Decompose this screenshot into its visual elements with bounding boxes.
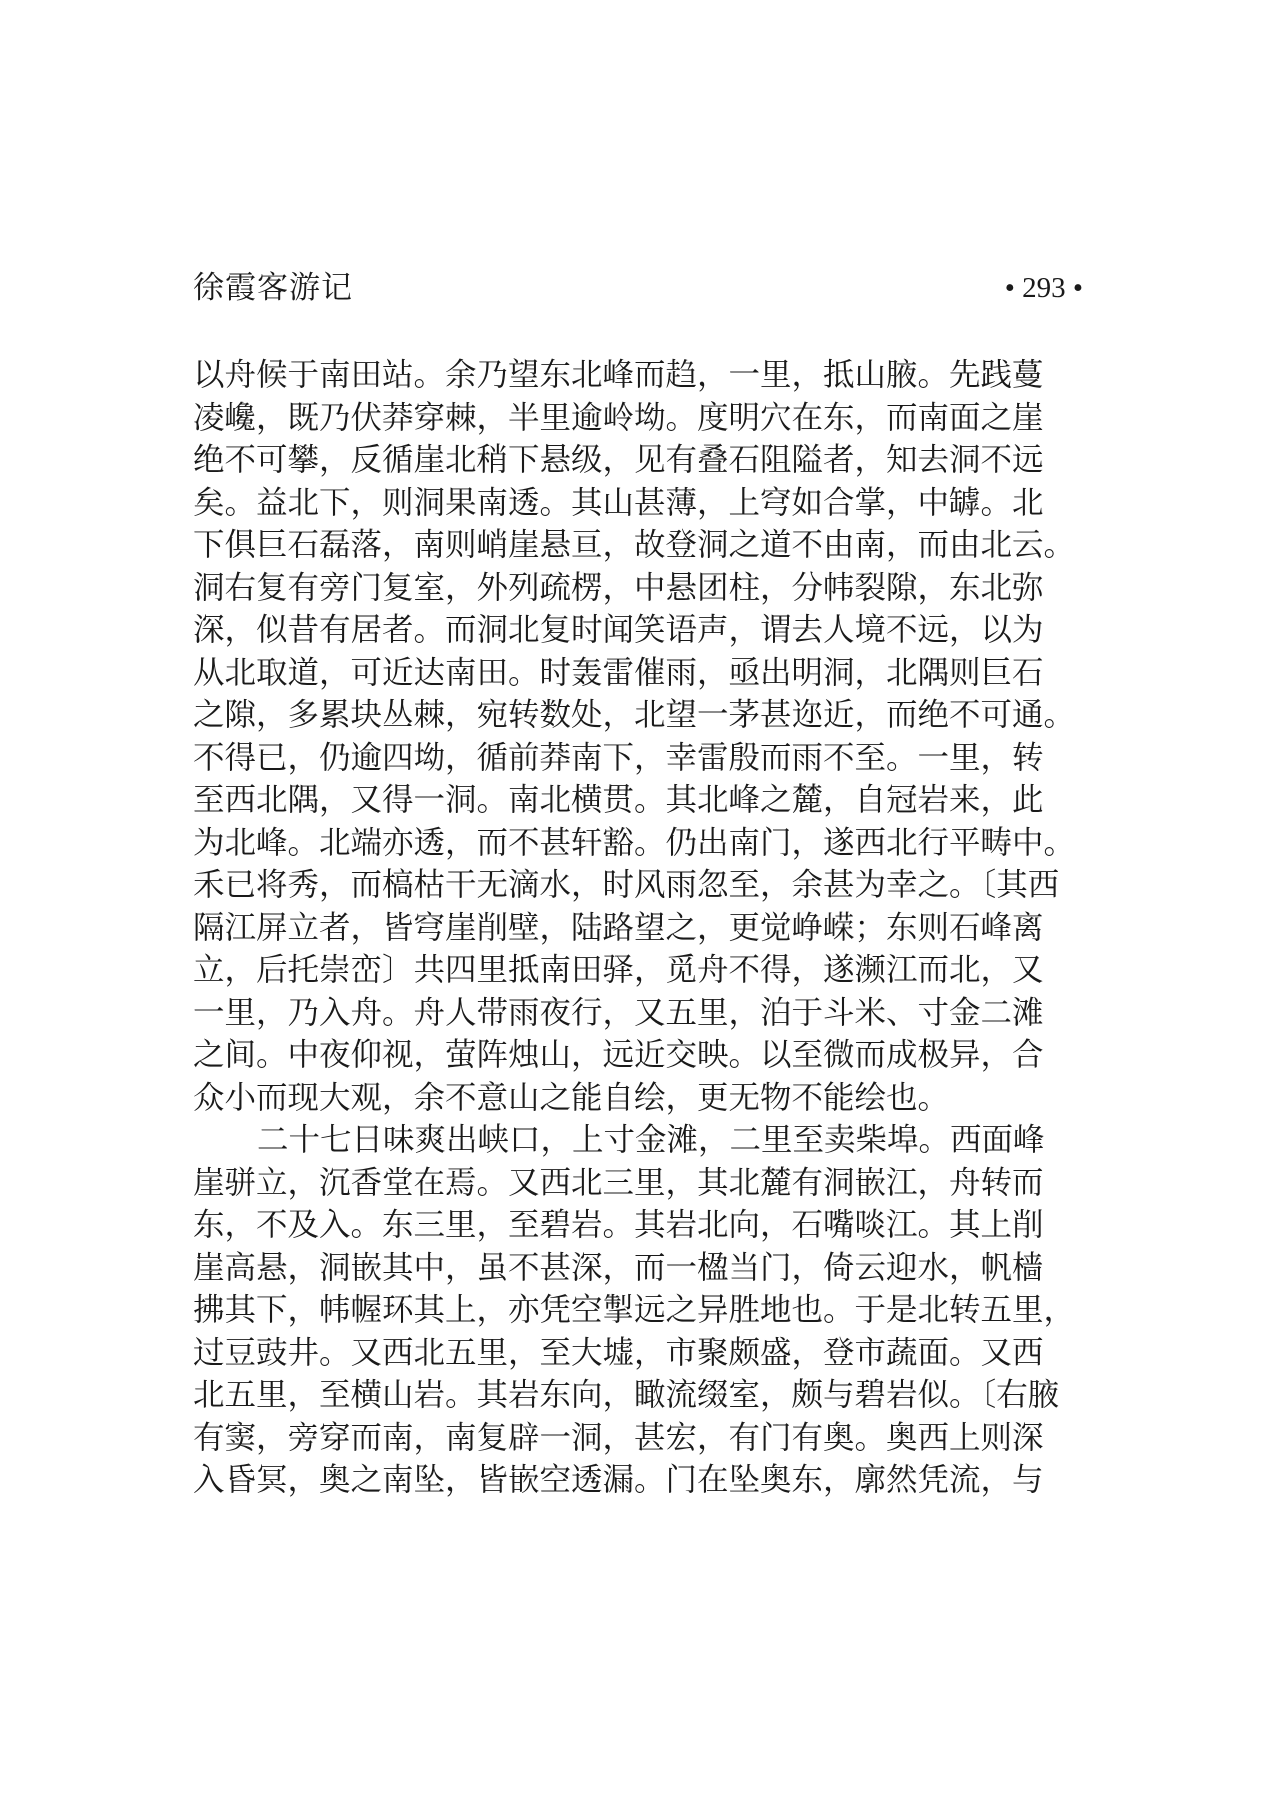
text-line: 凌巉，既乃伏莽穿棘，半里逾岭坳。度明穴在东，而南面之崖 xyxy=(193,399,1044,436)
text-line: 拂其下，帏幄环其上，亦凭空掣远之异胜地也。于是北转五里， xyxy=(193,1292,1076,1328)
text-line: 北五里，至横山岩。其岩东向，瞰流缀室，颇与碧岩似。〔右腋 xyxy=(193,1377,1060,1413)
text-line: 立，后托崇峦〕共四里抵南田驿，觅舟不得，遂濒江而北，又 xyxy=(193,952,1044,988)
page-number: • 293 • xyxy=(1004,272,1083,304)
text-line: 之隙，多累块丛棘，宛转数处，北望一茅甚迩近，而绝不可通。 xyxy=(193,697,1076,733)
body-text xyxy=(193,354,1093,1502)
text-line: 一里，乃入舟。舟人带雨夜行，又五里，泊于斗米、寸金二滩 xyxy=(193,994,1044,1031)
text-line: 深，似昔有居者。而洞北复时闻笑语声，谓去人境不远，以为 xyxy=(193,612,1044,648)
text-line: 绝不可攀，反循崖北稍下悬级，见有叠石阻隘者，知去洞不远 xyxy=(193,442,1044,478)
text-line: 以舟候于南田站。余乃望东北峰而趋，一里，抵山腋。先践蔓 xyxy=(193,357,1044,393)
text-line: 之间。中夜仰视，萤阵烛山，远近交映。以至微而成极异，合 xyxy=(193,1037,1044,1073)
paragraph-first-line: 二十七日味爽出峡口，上寸金滩，二里至卖柴埠。西面峰 xyxy=(257,1122,1045,1158)
text-line: 下俱巨石磊落，南则峭崖悬亘，故登洞之道不由南，而由北云。 xyxy=(193,527,1076,563)
text-line: 至西北隅，又得一洞。南北横贯。其北峰之麓，自冠岩来，此 xyxy=(193,782,1044,818)
text-line: 禾已将秀，而槁枯干无滴水，时风雨忽至，余甚为幸之。〔其西 xyxy=(193,867,1060,903)
text-line: 过豆豉井。又西北五里，至大墟，市聚颇盛，登市蔬面。又西 xyxy=(193,1334,1044,1371)
text-line: 有窦，旁穿而南，南复辟一洞，甚宏，有门有奥。奥西上则深 xyxy=(193,1419,1044,1456)
text-line: 矣。益北下，则洞果南透。其山甚薄，上穹如合掌，中罅。北 xyxy=(193,484,1044,521)
text-line: 入昏冥，奥之南坠，皆嵌空透漏。门在坠奥东，廓然凭流，与 xyxy=(193,1462,1044,1498)
text-line: 隔江屏立者，皆穹崖削壁，陆路望之，更觉峥嵘；东则石峰离 xyxy=(193,909,1044,946)
text-line: 不得已，仍逾四坳，循前莽南下，幸雷殷而雨不至。一里，转 xyxy=(193,739,1044,776)
text-line: 洞右复有旁门复室，外列疏楞，中悬团柱，分帏裂隙，东北弥 xyxy=(193,569,1044,606)
text-line: 崖骈立，沉香堂在焉。又西北三里，其北麓有洞嵌江，舟转而 xyxy=(193,1164,1044,1201)
text-line: 崖高悬，洞嵌其中，虽不甚深，而一楹当门，倚云迎水，帆樯 xyxy=(193,1249,1044,1286)
text-line: 众小而现大观，余不意山之能自绘，更无物不能绘也。 xyxy=(193,1079,950,1116)
text-line: 东，不及入。东三里，至碧岩。其岩北向，石嘴啖江。其上削 xyxy=(193,1207,1044,1243)
text-line: 从北取道，可近达南田。时轰雷催雨，亟出明洞，北隅则巨石 xyxy=(193,654,1044,691)
text-line: 为北峰。北端亦透，而不甚轩豁。仍出南门，遂西北行平畴中。 xyxy=(193,824,1076,861)
book-title: 徐霞客游记 xyxy=(193,270,353,306)
page-header xyxy=(193,266,1083,310)
